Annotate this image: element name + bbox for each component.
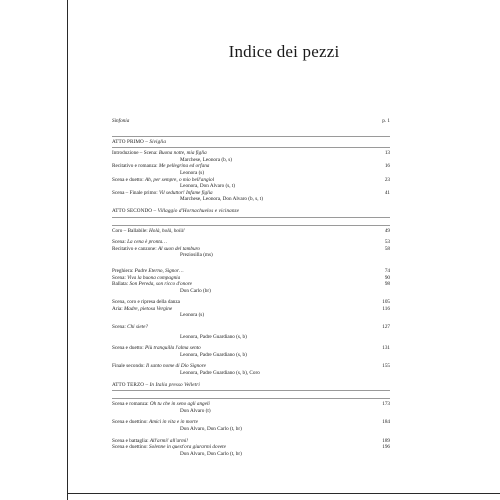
act-location: Villaggio d'Hornachuelos e vicinanze	[157, 207, 240, 214]
toc-entry	[112, 299, 390, 306]
toc-performers	[112, 370, 390, 377]
act-label: ATTO PRIMO –	[112, 138, 148, 145]
entry-title: Ah, per sempre, o mio bell'angiol	[145, 176, 215, 183]
entry-kind: Scena:	[112, 239, 126, 246]
act-location: In Italia presso Velletri	[149, 381, 200, 388]
act-heading	[112, 208, 390, 215]
entry-kind: Scena e romanza:	[112, 401, 149, 408]
act-heading	[112, 139, 390, 146]
toc-entry	[112, 228, 390, 235]
performers-text: Marchese, Leonora, Don Alvaro (b, s, t)	[180, 196, 263, 203]
entry-kind: Preghiera:	[112, 267, 134, 274]
page-number: 189	[382, 437, 390, 444]
section-rule	[112, 136, 390, 137]
page-number: p. 1	[382, 118, 390, 124]
entry-kind: Scena, coro e ripresa della danza	[112, 299, 180, 306]
entry-kind: Scena:	[112, 274, 126, 281]
act-label: ATTO TERZO –	[112, 381, 149, 388]
entry-title: Holà, holà, holà!	[149, 227, 185, 234]
page-left-edge	[67, 0, 68, 500]
entry-title: Solenne in quest'ora giurarmi dovete	[149, 444, 226, 451]
entry-kind: Scena e duetto:	[112, 176, 144, 183]
page-number: 196	[382, 444, 390, 451]
toc-entry	[112, 150, 390, 157]
toc-performers	[112, 170, 390, 177]
page-number: 16	[384, 163, 390, 170]
toc-performers	[112, 451, 390, 458]
performers-text: Leonora (s)	[180, 312, 205, 319]
toc-entry	[112, 324, 390, 331]
page-number: 127	[382, 324, 390, 331]
toc-performers	[112, 312, 390, 319]
entry-title: Amici in vita e in morte	[149, 419, 198, 426]
toc-entry	[112, 306, 390, 313]
toc-entry	[112, 444, 390, 451]
section-rule	[112, 398, 390, 399]
act-location: Siviglia	[149, 138, 167, 145]
entry-title: Il santo nome di Dio Signore	[146, 363, 206, 370]
entry-title: Al suon del tamburo	[157, 245, 200, 252]
toc-entry	[112, 438, 390, 445]
page-number: 131	[382, 345, 390, 352]
page-number: 74	[384, 267, 390, 274]
entry-title: Chi siete?	[127, 324, 149, 331]
toc-entry	[112, 345, 390, 352]
performers-text: Preziosilla (ms)	[180, 252, 213, 259]
page-number: 49	[384, 227, 390, 234]
page-number: 155	[382, 363, 390, 370]
toc-performers	[112, 352, 390, 359]
entry-title: Me pellegrina ed orfana	[158, 163, 210, 170]
performers-text: Leonora, Padre Guardiano (s, b), Coro	[180, 370, 260, 377]
page-number: 90	[384, 274, 390, 281]
entry-kind: Recitativo e canzone:	[112, 245, 157, 252]
performers-text: Don Alvaro (t)	[180, 407, 211, 414]
page-number: 98	[384, 281, 390, 288]
toc-performers	[112, 183, 390, 190]
section-rule	[112, 217, 390, 218]
entry-kind: Scena e duetto:	[112, 345, 144, 352]
toc-entry	[112, 419, 390, 426]
entry-kind: Finale secondo:	[112, 363, 145, 370]
page-number: 58	[384, 245, 390, 252]
page-number: 41	[384, 189, 390, 196]
entry-title: Buona notte, mia figlia	[158, 150, 207, 157]
page-number: 23	[384, 176, 390, 183]
performers-text: Marchese, Leonora (b, s)	[180, 156, 232, 163]
entry-title: All'armi! all'armi!	[149, 437, 188, 444]
toc-performers	[112, 408, 390, 415]
section-rule	[112, 225, 390, 226]
toc-entry	[112, 281, 390, 288]
performers-text: Leonora, Don Alvaro (s, t)	[180, 183, 236, 190]
page-number: 173	[382, 401, 390, 408]
page-number: 105	[382, 299, 390, 306]
section-rule	[112, 390, 390, 391]
toc-entry	[112, 239, 390, 246]
page-bottom-edge	[67, 493, 500, 494]
performers-text: Leonora, Padre Guardiano (s, b)	[180, 333, 247, 340]
entry-title: Oh tu che in seno agli angeli	[149, 401, 210, 408]
entry-kind: Coro – Ballabile:	[112, 227, 148, 234]
entry-kind: Scena – Finale primo:	[112, 189, 158, 196]
toc-performers	[112, 196, 390, 203]
toc-performers	[112, 252, 390, 259]
entry-kind: Recitativo e romanza:	[112, 163, 158, 170]
entry-kind: Scena:	[112, 324, 126, 331]
entry-title: Padre Eterno, Signor…	[134, 267, 184, 274]
entry-title: La cena è pronta…	[127, 239, 167, 246]
entry-title: Madre, pietosa Vergine	[123, 305, 173, 312]
toc-entry	[112, 401, 390, 408]
toc-entry	[112, 177, 390, 184]
performers-text: Leonora, Padre Guardiano (s, b)	[180, 351, 247, 358]
entry-title: Più tranquilla l'alma sento	[145, 345, 201, 352]
toc-entry	[112, 246, 390, 253]
entry-title: Sinfonia	[112, 118, 130, 124]
performers-text: Don Alvaro, Don Carlo (t, br)	[180, 426, 242, 432]
toc-performers	[112, 288, 390, 295]
page-title: Indice dei pezzi	[228, 42, 340, 61]
performers-text: Don Alvaro, Don Carlo (t, br)	[180, 450, 242, 457]
table-of-contents	[112, 118, 390, 457]
page-number: 13	[384, 150, 390, 157]
act-heading	[112, 382, 390, 389]
performers-text: Leonora (s)	[180, 169, 205, 176]
entry-title: Vil seduttor! Infame figlia	[158, 189, 213, 196]
entry-title: Son Pereda, son ricco d'onore	[129, 281, 192, 288]
entry-title: Viva la buona compagnia	[127, 274, 181, 281]
section-rule	[112, 147, 390, 148]
entry-kind: Scena e battaglia:	[112, 437, 149, 444]
toc-performers	[112, 334, 390, 341]
toc-performers	[112, 426, 390, 433]
toc-entry	[112, 118, 390, 125]
toc-entry	[112, 268, 390, 275]
entry-kind: Ballata:	[112, 281, 129, 288]
page-number: 184	[382, 419, 390, 426]
toc-entry	[112, 163, 390, 170]
entry-kind: Scena e duettino:	[112, 419, 148, 426]
entry-kind: Introduzione – Scena:	[112, 150, 158, 157]
toc-entry	[112, 275, 390, 282]
page-number: 53	[384, 239, 390, 246]
entry-kind: Scena e duettino:	[112, 444, 148, 451]
act-label: ATTO SECONDO –	[112, 207, 157, 214]
entry-kind: Aria:	[112, 305, 123, 312]
performers-text: Don Carlo (br)	[180, 287, 211, 294]
page-number: 116	[382, 305, 390, 312]
